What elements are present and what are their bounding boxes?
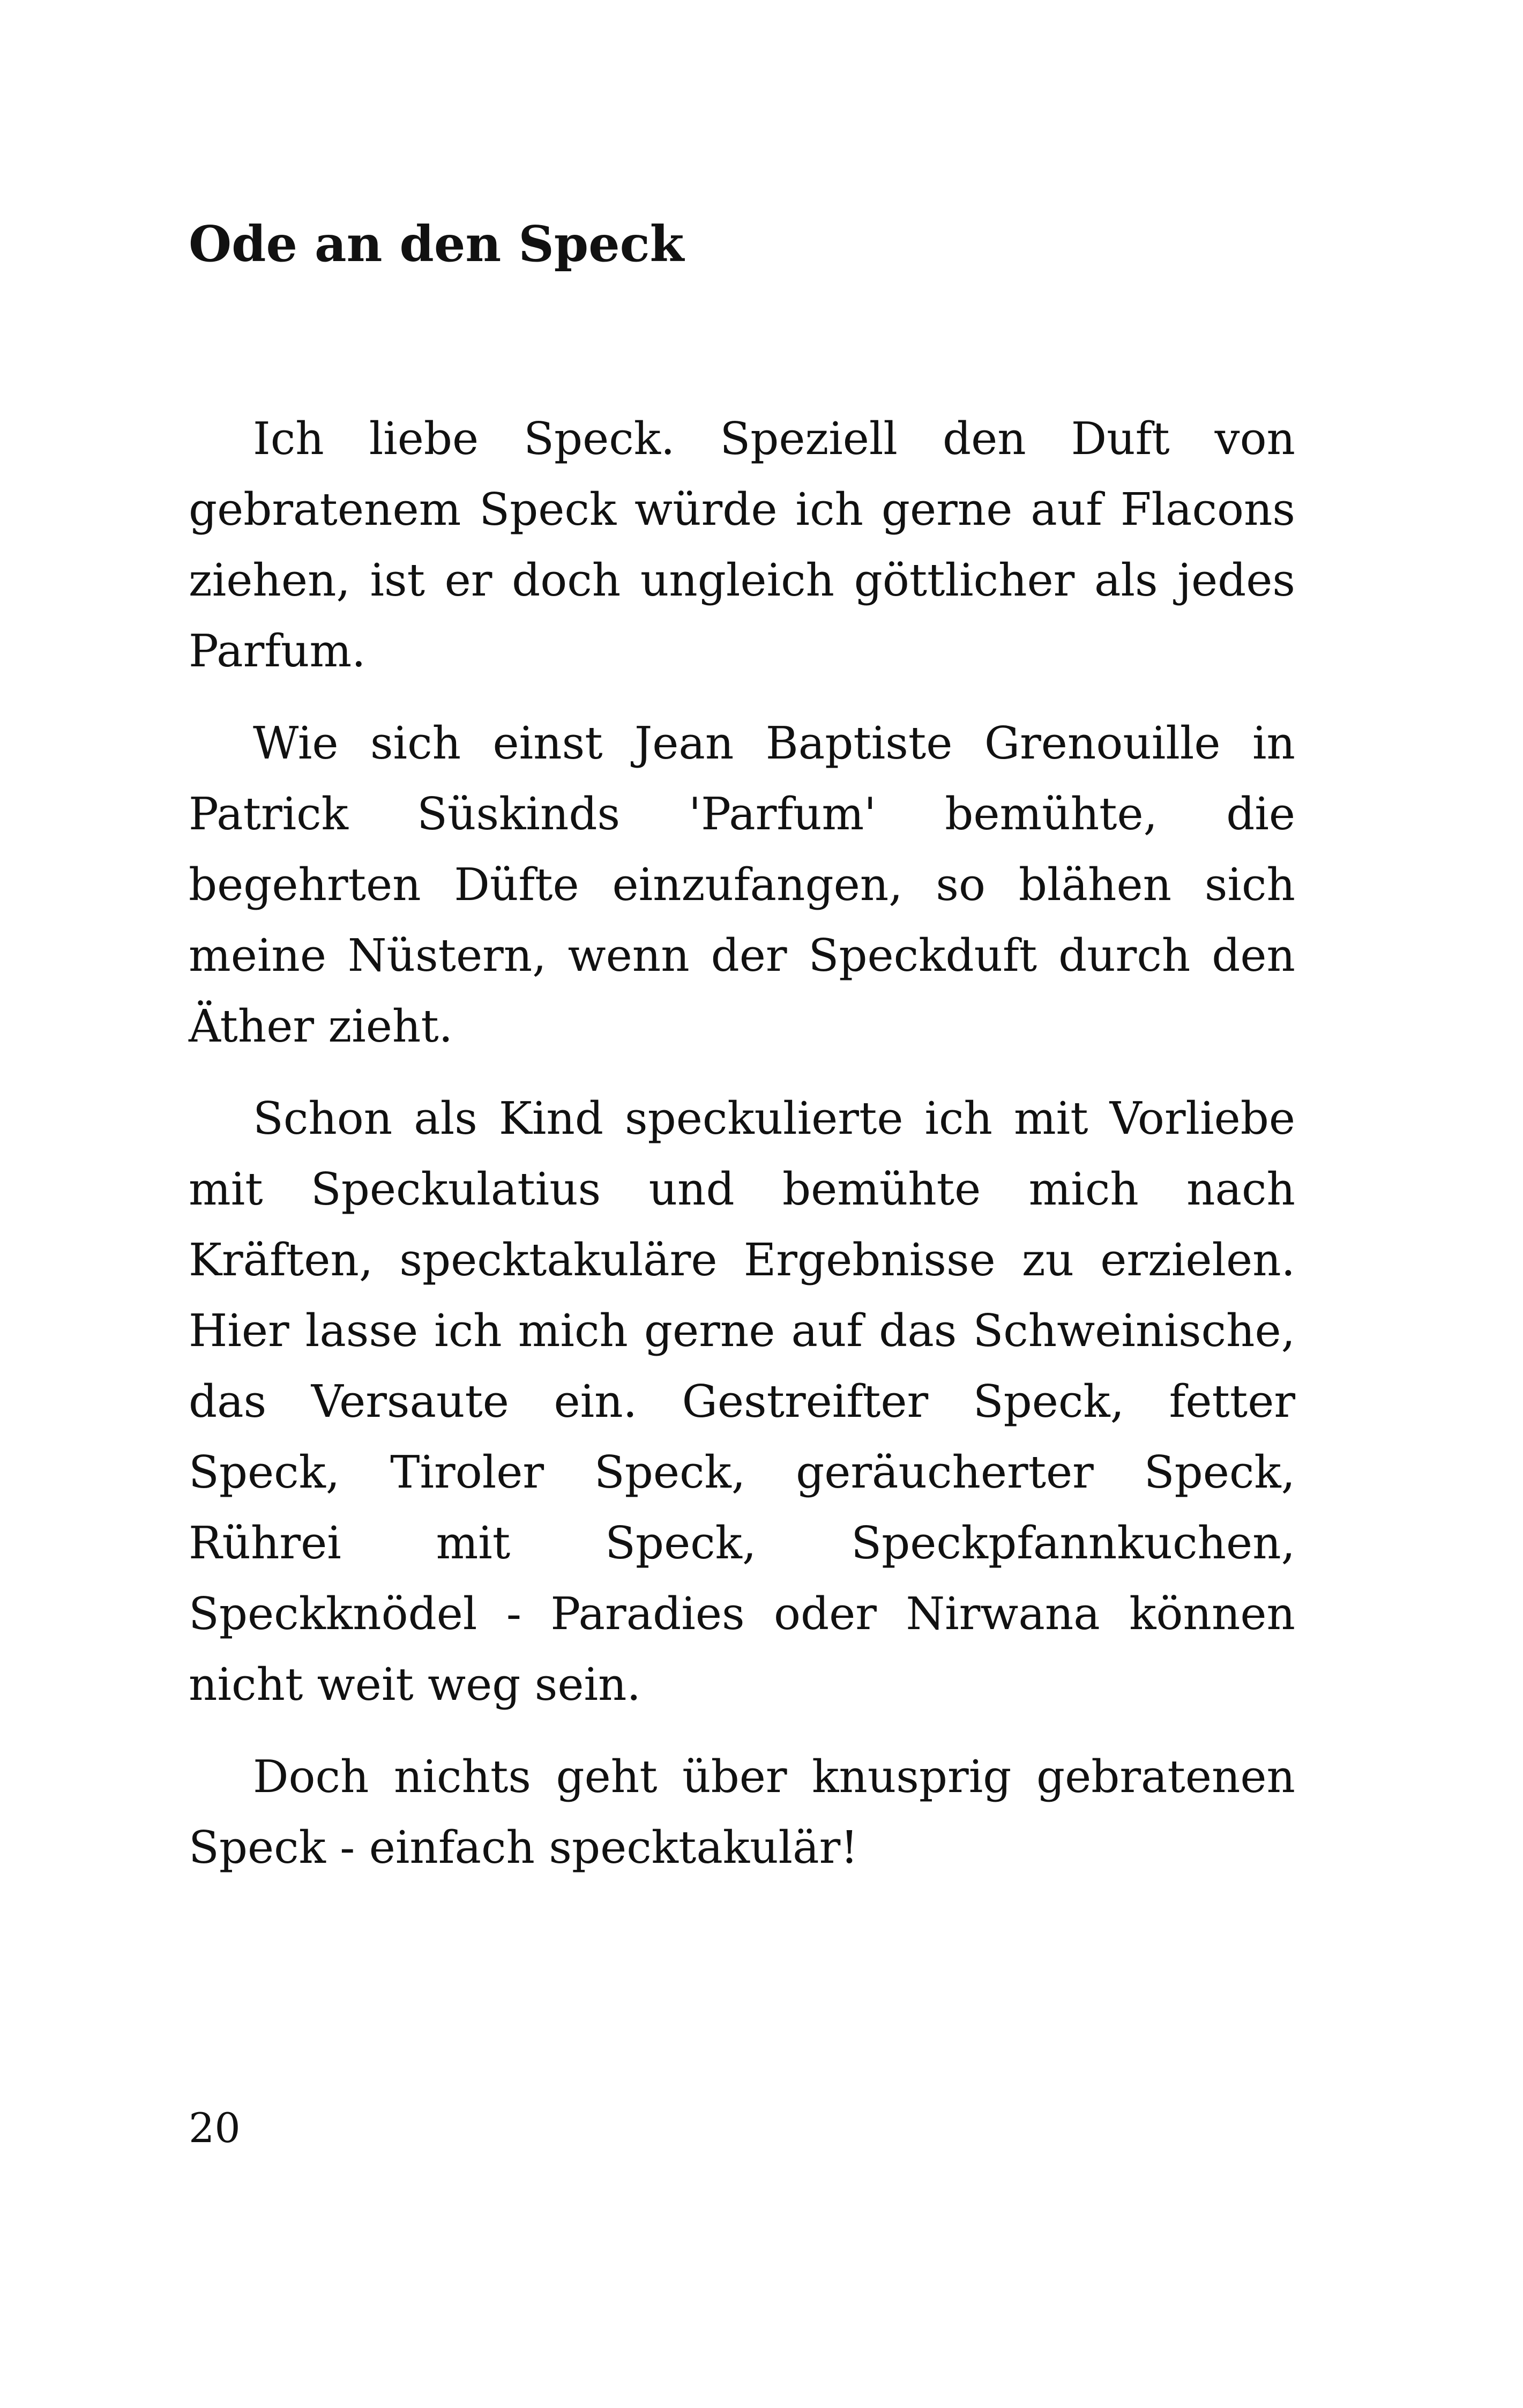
chapter-title: Ode an den Speck	[189, 215, 684, 273]
page-number: 20	[189, 2104, 241, 2152]
paragraph: Doch nichts geht über knusprig gebratenen Speck - einfach specktakulär!	[189, 1751, 1295, 1874]
paragraph: Schon als Kind speckulierte ich mit Vorliebe mit Speckulatius und bemühte mich nach Kräften, specktakuläre Ergebnisse zu erzielen. Hier lasse ich mich gerne auf das Schweinische, das Versaute ein. Gestreifter Speck, fetter Speck, Tiroler Speck, geräucherter Speck, Rührei mit Speck, Speckpfannkuchen, Speckknödel - Paradies oder Nirwana können nicht weit weg sein.	[189, 1092, 1295, 1711]
chapter-body	[189, 404, 1295, 1905]
paragraph: Wie sich einst Jean Baptiste Grenouille in Patrick Süskinds 'Parfum' bemühte, die begehrten Düfte einzufangen, so blähen sich meine Nüstern, wenn der Speckduft durch den Äther zieht.	[189, 717, 1295, 1052]
paragraph: Ich liebe Speck. Speziell den Duft von gebratenem Speck würde ich gerne auf Flacons ziehen, ist er doch ungleich göttlicher als jedes Parfum.	[189, 413, 1295, 677]
